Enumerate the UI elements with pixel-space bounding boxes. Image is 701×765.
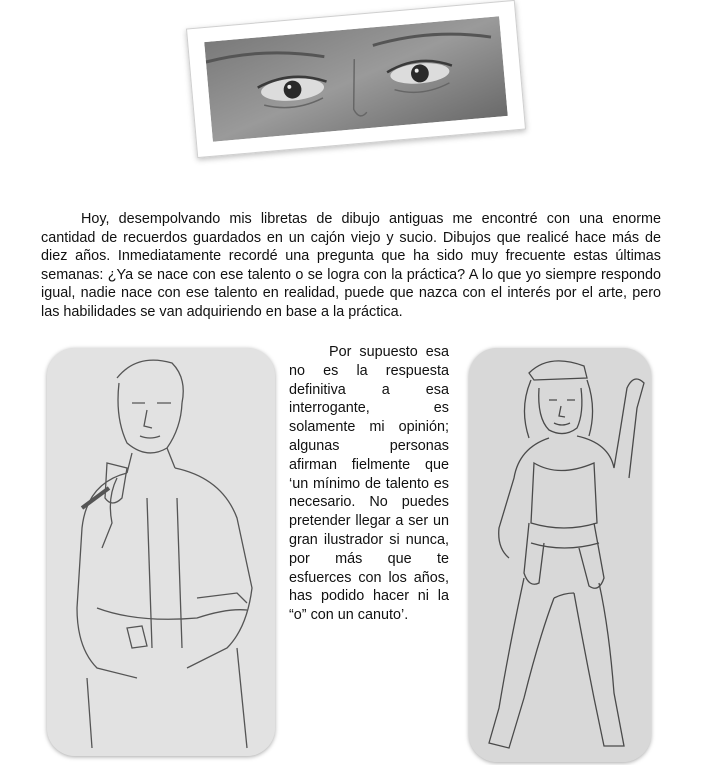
woman-sketch-icon [469, 348, 651, 762]
singer-sketch-icon [47, 348, 275, 756]
eyes-photo [186, 0, 526, 158]
column-paragraph: Por supuesto esa no es la respuesta definitiva a esa interrogante, es solamente mi opinión; algunas personas afirman fielmente que ‘un mínimo de talento es necesario. No puedes pretender llegar a ser un gran ilustrador si nunca, por más que te esfuerces con los años, has podido hacer ni la “o” con un canuto’. [289, 344, 449, 624]
woman-drawing [469, 348, 651, 762]
intro-paragraph: Hoy, desempolvando mis libretas de dibujo antiguas me encontré con una enorme cantidad de recuerdos guardados en un cajón viejo y sucio. Dibujos que realicé hace más de diez años. Inmediatamente recordé una pregunta que ha sido muy frecuente estas últimas semanas: ¿Ya se nace con ese talento o se logra con la práctica? A lo que yo siempre respondo igual, nadie nace con ese talento en realidad, puede que nazca con el interés por el arte, pero las habilidades se van adquiriendo en base a la práctica. [41, 211, 661, 320]
eyes-photo-icon [204, 16, 508, 141]
singer-drawing [47, 348, 275, 756]
